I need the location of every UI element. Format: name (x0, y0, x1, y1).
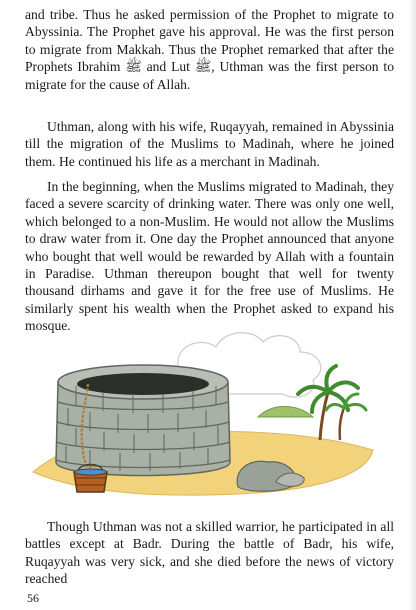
paragraph-abyssinia: Uthman, along with his wife, Ruqayyah, remained in Abyssinia till the migration of the Muslims to Madinah, where he joined them. He continued his life as a merchant in Madinah. (25, 119, 394, 169)
well-illustration (28, 322, 378, 497)
paragraph-migration: and tribe. Thus he asked permission of the Prophet to migrate to Abyssinia. The Prophet gave his approval. He was the first person to migrate from Makkah. Thus the Prophet remarked that after the Prophets Ibrahim ﷺ and Lut ﷺ, Uthman was the first person to migrate for the cause of Allah. (25, 7, 394, 92)
page-number: 56 (27, 591, 39, 605)
paragraph-badr: Though Uthman was not a skilled warrior, he participated in all battles except at Badr. During the battle of Badr, his wife, Ruqayyah was very sick, and she died before the news of victory reached (25, 519, 394, 587)
bucket-icon (74, 465, 107, 493)
bush-icon (258, 406, 313, 417)
paragraph-well: In the beginning, when the Muslims migrated to Madinah, they faced a severe scarcity of drinking water. There was only one well, which belonged to a non-Muslim. He would not allow the Muslims to draw water from it. One day the Prophet announced that anyone who bought that well would be rewarded by Allah with a fountain in Paradise. Uthman thereupon bought that well for twenty thousand dirhams and gave it for the free use of Muslims. He similarly spent his wealth when the Prophet asked to expand his mosque. (25, 179, 394, 334)
page-edge (408, 0, 416, 610)
